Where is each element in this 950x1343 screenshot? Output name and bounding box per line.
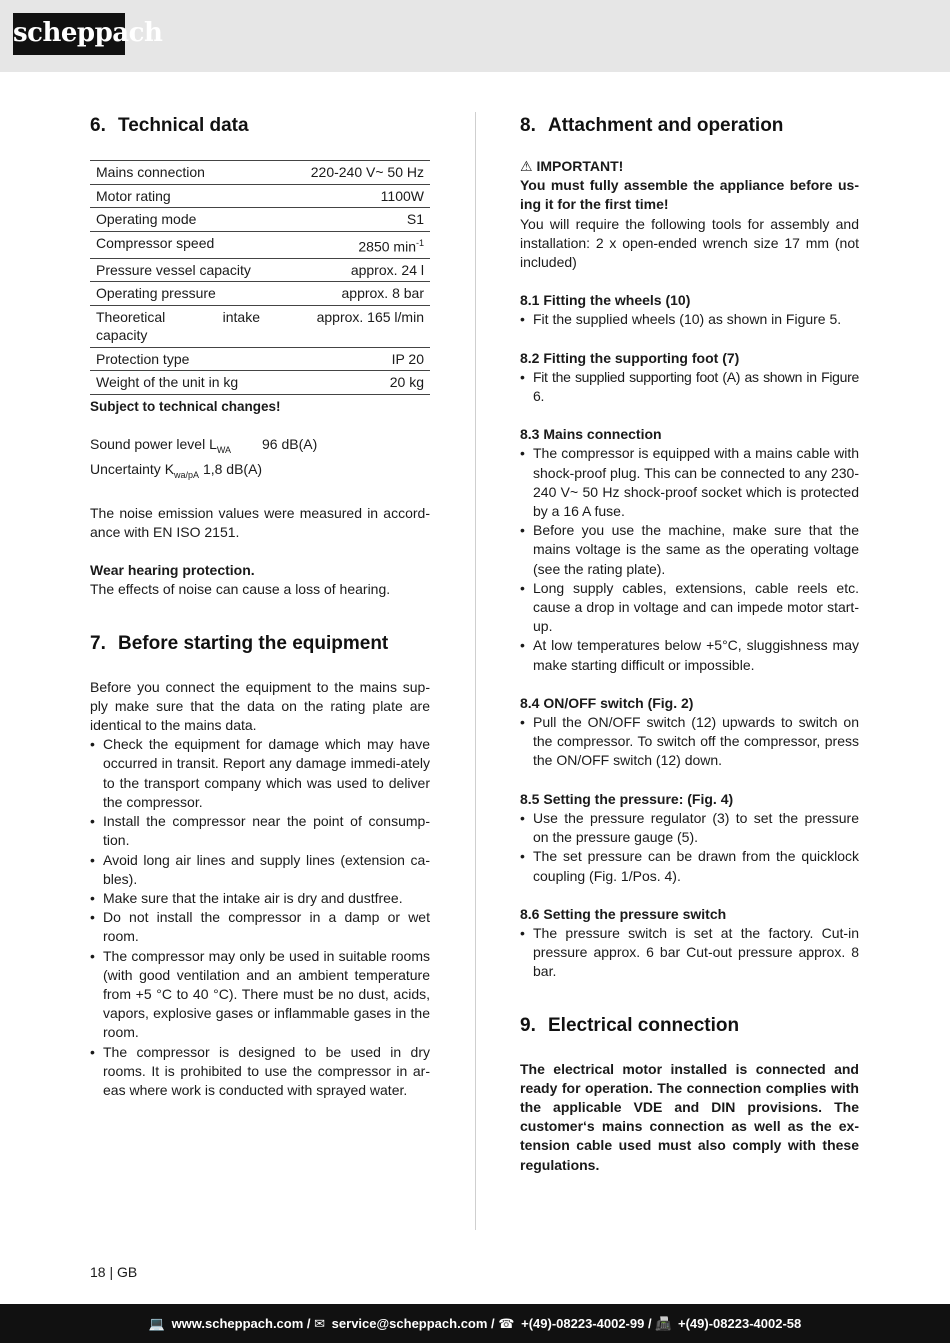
subsection-8-1-list: [520, 310, 859, 329]
subsection-8-5-list: [520, 809, 859, 886]
subsection-8-2-title: 8.2 Fitting the supporting foot (7): [520, 349, 740, 366]
hearing-text: The effects of noise can cause a loss of hearing.: [90, 581, 391, 598]
technical-data-table: [90, 160, 430, 395]
subsection-8-3-list: [520, 444, 859, 674]
subsection-8-4-title: 8.4 ON/OFF switch (Fig. 2): [520, 694, 694, 711]
list-item: • Long supply cables, extensions, cable reels etc. cause a drop in voltage and can impede motor start-up.: [520, 579, 859, 637]
important-label: ⚠ IMPORTANT!: [520, 158, 624, 174]
left-column: [90, 112, 430, 1100]
list-item: • Avoid long air lines and supply lines (extension ca-bles).: [90, 851, 430, 889]
subsection-8-5-title: 8.5 Setting the pressure: (Fig. 4): [520, 790, 734, 807]
important-text: You must fully assemble the appliance before us-ing it for the first time!: [520, 177, 859, 213]
sound-power-level: Sound power level $L_{WA}$ 96 dB(A): [90, 435, 318, 455]
header-bar: [0, 0, 950, 72]
subsection-8-2-list: [520, 368, 859, 406]
section-7-heading: 7. Before starting the equipment: [90, 632, 389, 654]
uncertainty: Uncertainty $K_{wa/pA}$ 1,8 dB(A): [90, 460, 263, 480]
table-row: Operating pressure approx. 8 bar: [90, 282, 430, 306]
tools-text: You will require the following tools for assembly and installation: 2 x open-ended wrench size 17 mm (not included): [520, 215, 859, 271]
website-link[interactable]: www.scheppach.com /: [171, 1316, 311, 1331]
list-item: • At low temperatures below +5°C, sluggishness may make starting difficult or impossible.: [520, 636, 859, 674]
section-9-heading: 9. Electrical connection: [520, 1014, 740, 1036]
table-row: Compressor speed 2850 $\min^{-1}$: [90, 231, 430, 258]
subsection-8-6-list: [520, 924, 859, 982]
table-row: Theoretical intake capacity approx. 165 l/min: [90, 305, 430, 347]
section-8-heading: 8. Attachment and operation: [520, 115, 784, 136]
list-item: • The set pressure can be drawn from the quicklock coupling (Fig. 1/Pos. 4).: [520, 847, 859, 885]
table-row: Pressure vessel capacity approx. 24 l: [90, 258, 430, 282]
fax-icon: 📠: [655, 1316, 672, 1331]
list-item: • The compressor is designed to be used in dry rooms. It is prohibited to use the compressor in ar-eas where work is conducted with sprayed water.: [90, 1043, 430, 1101]
table-row: Protection type IP 20: [90, 347, 430, 371]
computer-icon: 💻: [148, 1316, 165, 1331]
list-item: • Pull the ON/OFF switch (12) upwards to switch on the compressor. To switch off the compressor, press the ON/OFF switch (12) down.: [520, 713, 859, 771]
list-item: • The compressor is equipped with a mains cable with shock-proof plug. This can be connected to any 230-240 V~ 50 Hz shock-proof socket which is protected by a 16 A fuse.: [520, 444, 859, 521]
list-item: • Before you use the machine, make sure that the mains voltage is the same as the operating voltage (see the rating plate).: [520, 521, 859, 579]
scheppach-logo: scheppach: [13, 13, 125, 55]
section-7-list: [90, 735, 430, 1100]
list-item: • Do not install the compressor in a damp or wet room.: [90, 908, 430, 946]
list-item: • Make sure that the intake air is dry and dustfree.: [90, 889, 430, 908]
table-row: Operating mode S1: [90, 208, 430, 232]
section-9-text: The electrical motor installed is connected and ready for operation. The connection complies with the applicable VDE and DIN provisions. The customer‘s mains connection as well as the ex-tension cable used must also comply with these regulations.: [520, 1060, 859, 1173]
table-row: Motor rating 1100W: [90, 184, 430, 208]
table-row: Mains connection 220-240 V~ 50 Hz: [90, 161, 430, 185]
email-link[interactable]: service@scheppach.com /: [331, 1316, 495, 1331]
right-column: [520, 112, 859, 1175]
hearing-title: Wear hearing protection.: [90, 562, 255, 579]
list-item: • Install the compressor near the point of consump-tion.: [90, 812, 430, 850]
list-item: • Fit the supplied wheels (10) as shown in Figure 5.: [520, 310, 859, 329]
column-divider: [475, 112, 476, 1230]
section-6-heading: 6. Technical data: [90, 115, 249, 136]
list-item: • The pressure switch is set at the factory. Cut-in pressure approx. 6 bar Cut-out pressure approx. 8 bar.: [520, 924, 859, 982]
list-item: • The compressor may only be used in suitable rooms (with good ventilation and an ambient temperature from +5 °C to 40 °C). There must be no dust, acids, vapors, explosive gases or inflammable gases in the room.: [90, 947, 430, 1043]
fax-number: +(49)-08223-4002-58: [678, 1316, 802, 1331]
page-number: 18 | GB: [90, 1264, 138, 1280]
subsection-8-3-title: 8.3 Mains connection: [520, 426, 662, 443]
list-item: • Check the equipment for damage which may have occurred in transit. Report any damage immedi-ately to the transport company which was used to deliver the compressor.: [90, 735, 430, 812]
subsection-8-4-list: [520, 713, 859, 771]
subsection-8-1-title: 8.1 Fitting the wheels (10): [520, 292, 691, 309]
list-item: • Fit the supplied supporting foot (A) as shown in Figure 6.: [520, 368, 859, 406]
subject-note: Subject to technical changes!: [90, 398, 281, 414]
phone-icon: ☎: [498, 1316, 515, 1331]
contact-bar: [0, 1304, 950, 1343]
list-item: • Use the pressure regulator (3) to set the pressure on the pressure gauge (5).: [520, 809, 859, 847]
section-7-intro: Before you connect the equipment to the mains sup-ply make sure that the data on the rating plate are identical to the mains data.: [90, 678, 430, 734]
subsection-8-6-title: 8.6 Setting the pressure switch: [520, 905, 727, 922]
noise-text: The noise emission values were measured in accord-ance with EN ISO 2151.: [90, 504, 430, 541]
mail-icon: ✉: [314, 1316, 326, 1331]
table-row: Weight of the unit in kg 20 kg: [90, 371, 430, 395]
phone-number: +(49)-08223-4002-99 /: [521, 1316, 652, 1331]
